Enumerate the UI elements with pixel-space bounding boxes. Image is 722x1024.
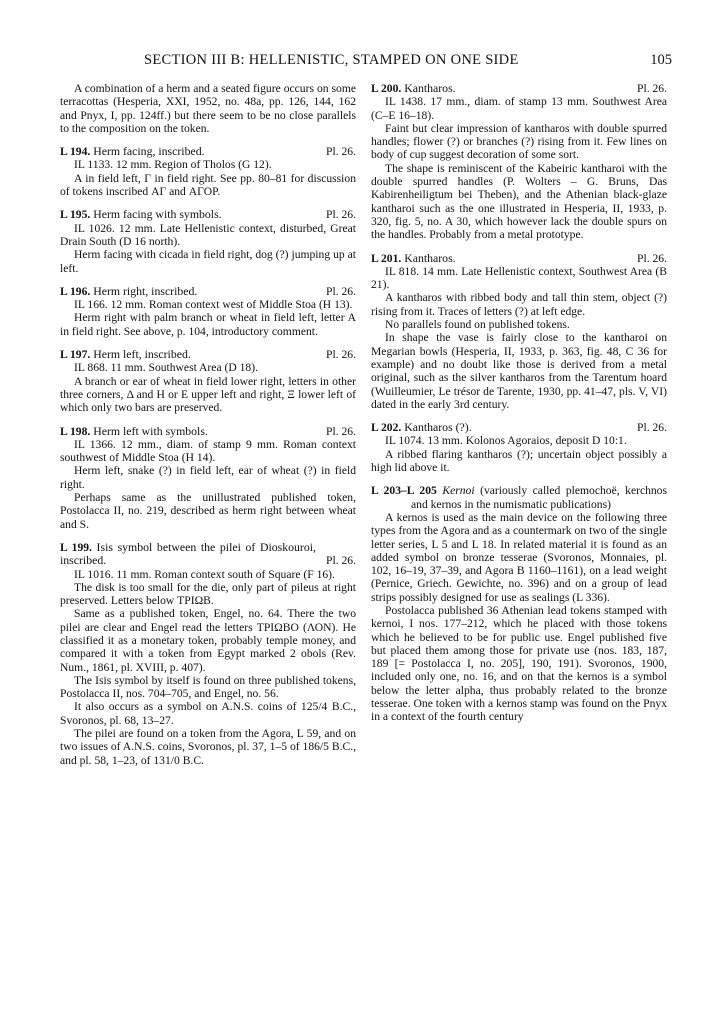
entry-title: Herm left, inscribed. [93,347,191,362]
entry-number: L 198. [60,424,91,438]
entry-heading-l197 [60,348,356,361]
entry-paragraph: IL 1133. 12 mm. Region of Tholos (G 12). [74,158,272,172]
entry-number: L 196. [60,284,91,298]
entry-paragraph: Faint but clear impression of kantharos with double spurred handles; flower (?) or branches (?) rising from it. Few lines on body of cup suggest decoration of some sort. [371,121,667,162]
entry-number: L 201. [371,251,402,265]
entry-heading-l195 [60,208,356,221]
plate-reference: Pl. 26. [326,145,356,159]
entry-paragraph: Herm right with palm branch or wheat in field left, letter A in field right. See above, p. 104, introductory comment. [60,311,356,338]
plate-reference: Pl. 26. [326,553,356,567]
entry-heading-l194 [60,145,356,158]
page-number: 105 [650,52,672,68]
entry-paragraph: Perhaps same as the unillustrated published token, Postolacca II, no. 219, described as herm right between wheat and S. [60,491,356,531]
entry-number: L 194. [60,145,91,159]
entry-paragraph: Herm left, snake (?) in field left, ear of wheat (?) in field right. [60,464,356,491]
entry-title: Herm facing with symbols. [93,207,222,222]
entry-heading-l201 [371,252,667,265]
right-column [371,82,667,724]
entry-paragraph: Postolacca published 36 Athenian lead tokens stamped with kernoi, I nos. 177–212, which he placed with those tokens which he believed to be for public use. Engel published five but placed them among those for private use (nos. 183, 187, 189 [= Postolacca I, no. 205], 190, 191). Svoronos, 1900, included only one, no. 16, and on that the kernos is a symbol below the letter alpha, thus probably related to the bronze tesserae. One token with a kernos stamp was found on the Pnyx in a context of the fourth century [371,603,667,724]
entry-paragraph: IL 1438. 17 mm., diam. of stamp 13 mm. Southwest Area (C–E 16–18). [371,95,667,122]
entry-paragraph: A kernos is used as the main device on the following three types from the Agora and as a countermark on two of the single letter series, L 5 and L 18. In related material it is found as an added symbol on bronze tesserae (Svoronos, Monnaies, pl. 102, 16–19, 37–39, and Agora B 1160–1161), on a lead weight (Pernice, Griech. Gewichte, no. 396) and on a group of lead strips possibly designed for use as sealings (L 336). [371,510,667,604]
entry-paragraph: Same as a published token, Engel, no. 64. There the two pilei are clear and Engel read the letters ΤΡΙΩΒΟ (ΛΟΝ). He classified it as a monetary token, probably temple money, and compared it with a token from Egypt marked 2 obols (Rev. Num., 1861, pl. XVIII, p. 407). [60,607,356,674]
plate-reference: Pl. 26. [637,82,667,95]
entry-paragraph: A kantharos with ribbed body and tall thin stem, object (?) rising from it. Traces of letters (?) at left edge. [371,291,667,318]
entry-paragraph: IL 1074. 13 mm. Kolonos Agoraios, deposit D 10:1. [385,434,627,448]
entry-title: Herm left with symbols. [93,423,208,438]
plate-reference: Pl. 26. [637,251,667,265]
plate-reference: Pl. 26. [326,208,356,222]
entry-paragraph: IL 1016. 11 mm. Roman context south of Square (F 16). [74,567,335,581]
left-column [60,82,356,767]
entry-paragraph: No parallels found on published tokens. [385,318,570,332]
running-head: SECTION III B: HELLENISTIC, STAMPED ON ONE SIDE [144,52,519,68]
entry-paragraph: IL 818. 14 mm. Late Hellenistic context, Southwest Area (B 21). [371,264,667,292]
entry-paragraph: The Isis symbol by itself is found on three published tokens, Postolacca II, nos. 704–705, and Engel, no. 56. [60,673,356,701]
entry-paragraph: It also occurs as a symbol on A.N.S. coins of 125/4 B.C., Svoronos, pl. 68, 13–27. [60,700,356,727]
entry-paragraph: A branch or ear of wheat in field lower right, letters in other three corners, Δ and H or E upper left and right, Ξ lower left of which only two bars are preserved. [60,374,356,415]
entry-number: L 195. [60,208,91,222]
entry-heading-l198 [60,425,356,438]
entry-heading-l199 [60,541,356,568]
entry-paragraph: A in field left, Γ in field right. See pp. 80–81 for discussion of tokens inscribed ΑΓ and ΑΓΟΡ. [60,171,356,199]
entry-paragraph: IL 166. 12 mm. Roman context west of Middle Stoa (H 13). [74,298,353,312]
intro-paragraph: A combination of a herm and a seated figure occurs on some terracottas (Hesperia, XXI, 1952, no. 48a, pp. 126, 144, 162 and Pnyx, I, pp. 124ff.) but there seem to be no close parallels to the composition on the token. [60,82,356,135]
entry-title: Kantharos. [404,81,456,95]
entry-number: L 197. [60,348,91,362]
entry-number: L 203–L 205 [371,484,437,498]
entry-paragraph: IL 1026. 12 mm. Late Hellenistic context, disturbed, Great Drain South (D 16 north). [60,221,356,248]
entry-paragraph: In shape the vase is fairly close to the kantharoi on Megarian bowls (Hesperia, II, 1933, p. 363, fig. 48, C 36 for example) and no doubt like those is derived from a metal original, such as the silver kantharos from the Tarentum hoard (Wuilleumier, Le trésor de Tarente, 1930, pp. 41–47, pls. V, VI) dated in the early 3rd century. [371,331,667,411]
plate-reference: Pl. 26. [326,348,356,362]
entry-paragraph: The pilei are found on a token from the Agora, L 59, and on two issues of A.N.S. coins, Svoronos, pl. 37, 1–5 of 186/5 B.C., and pl. 58, 1–23, of 131/0 B.C. [60,727,356,767]
plate-reference: Pl. 26. [326,284,356,298]
entry-paragraph: A ribbed flaring kantharos (?); uncertain object possibly a high lid above it. [371,447,667,475]
entry-heading-l200 [371,82,667,95]
entry-number: L 200. [371,82,402,95]
plate-reference: Pl. 26. [326,424,356,438]
entry-title: Isis symbol between the pilei of Dioskouroi, inscribed. [60,539,316,568]
entry-paragraph: The shape is reminiscent of the Kabeiric kantharoi with the double spurred handles (P. Wolters – G. Bruns, Das Kabirenheiligtum bei Theben), and the Athenian black-glaze kantharoi such as the one illustrated in Hesperia, II, 1933, p. 320, fig. 5, no. A 30, which however lack the double spurs on the handles. Probably from a metal prototype. [371,161,667,242]
entry-title: Kantharos. [404,250,456,265]
entry-title-italic: Kernoi [442,484,475,498]
entry-number: L 199. [60,540,92,554]
entry-paragraph: The disk is too small for the die, only part of pileus at right preserved. Letters below ΤΡΙΩΒ. [60,580,356,608]
entry-heading-l203 [371,484,667,511]
entry-paragraph: IL 868. 11 mm. Southwest Area (D 18). [74,361,258,375]
entry-number: L 202. [371,421,402,435]
entry-title-rest: (variously called plemochoë, kerchnos and kernos in the numismatic publications) [411,484,667,511]
entry-title: Herm right, inscribed. [93,283,198,298]
entry-paragraph: Herm facing with cicada in field right, dog (?) jumping up at left. [60,248,356,275]
entry-heading-l196 [60,285,356,298]
entry-heading-l202 [371,421,667,434]
page-header [60,52,672,70]
entry-title: Kantharos (?). [404,420,472,435]
entry-paragraph: IL 1366. 12 mm., diam. of stamp 9 mm. Roman context southwest of Middle Stoa (H 14). [60,437,356,465]
entry-title: Herm facing, inscribed. [93,144,205,159]
plate-reference: Pl. 26. [637,421,667,435]
